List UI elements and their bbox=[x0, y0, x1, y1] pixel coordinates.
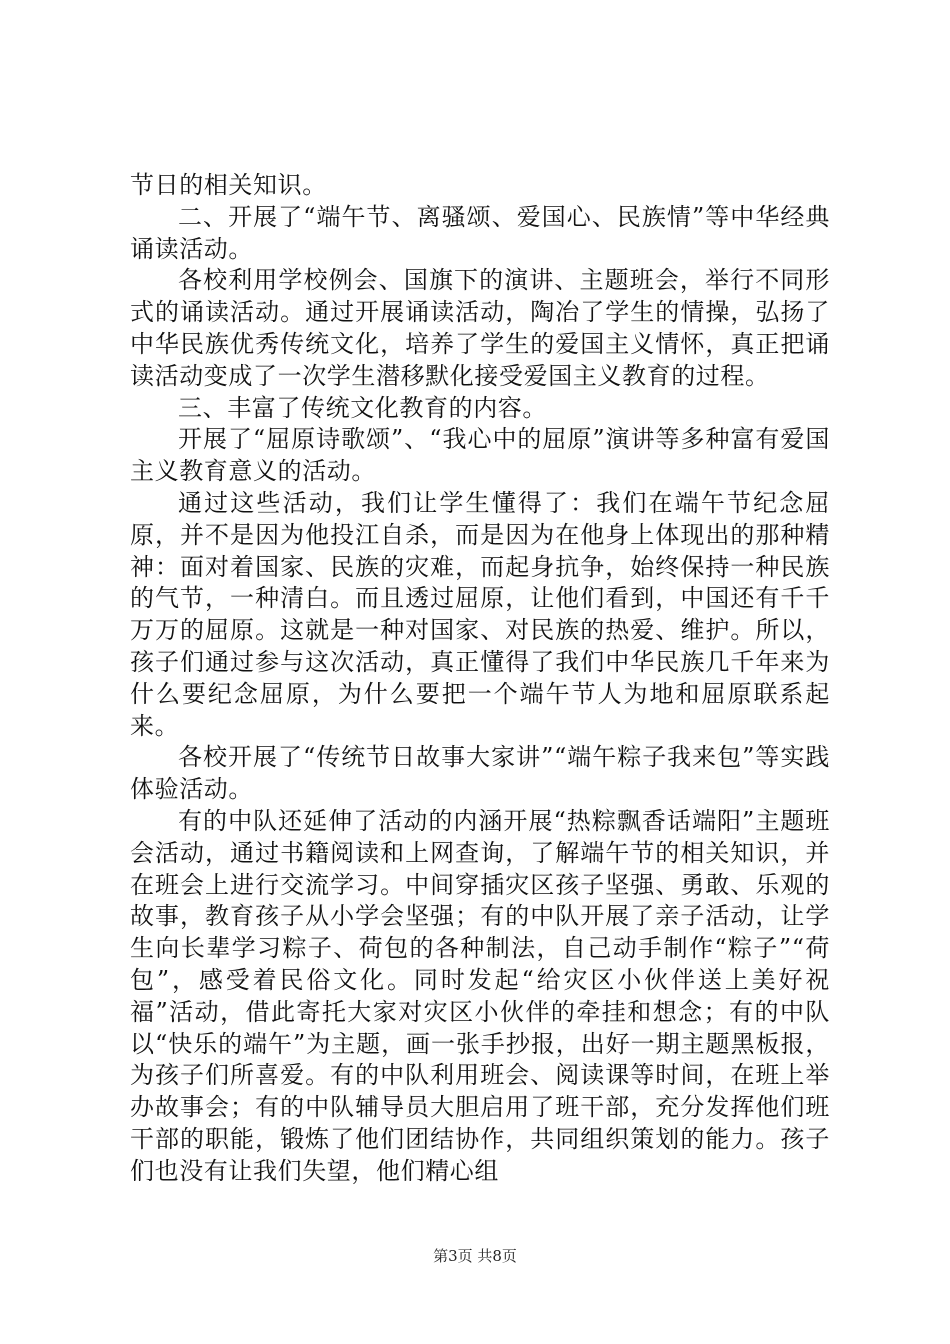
page-number-footer: 第3页 共8页 bbox=[433, 1247, 517, 1265]
paragraph-7: 各校开展了“传统节日故事大家讲”“端午粽子我来包”等实践体验活动。 bbox=[130, 743, 830, 804]
paragraph-6: 通过这些活动，我们让学生懂得了：我们在端午节纪念屈原，并不是因为他投江自杀，而是因为在他身上体现出的那种精神：面对着国家、民族的灾难，而起身抗争，始终保持一种民族的气节，一种清白。而且透过屈原，让他们看到，中国还有千千万万的屈原。这就是一种对国家、对民族的热爱、维护。所以，孩子们通过参与这次活动，真正懂得了我们中华民族几千年来为什么要纪念屈原，为什么要把一个端午节人为地和屈原联系起来。 bbox=[130, 488, 830, 740]
paragraph-5: 开展了“屈原诗歌颂”、“我心中的屈原”演讲等多种富有爱国主义教育意义的活动。 bbox=[130, 425, 830, 486]
paragraph-1: 节日的相关知识。 bbox=[130, 171, 327, 199]
paragraph-3: 各校利用学校例会、国旗下的演讲、主题班会，举行不同形式的诵读活动。通过开展诵读活动，陶冶了学生的情操，弘扬了中华民族优秀传统文化，培养了学生的爱国主义情怀，真正把诵读活动变成了一次学生潜移默化接受爱国主义教育的过程。 bbox=[130, 266, 830, 390]
paragraph-4: 三、丰富了传统文化教育的内容。 bbox=[178, 393, 547, 422]
paragraph-2: 二、开展了“端午节、离骚颂、爱国心、民族情”等中华经典诵读活动。 bbox=[130, 202, 830, 263]
paragraph-8: 有的中队还延伸了活动的内涵开展“热粽飘香话端阳”主题班会活动，通过书籍阅读和上网查询，了解端午节的相关知识，并在班会上进行交流学习。中间穿插灾区孩子坚强、勇敢、乐观的故事，教育孩子从小学会坚强；有的中队开展了亲子活动，让学生向长辈学习粽子、荷包的各种制法，自己动手制作“粽子”“荷包”，感受着民俗文化。同时发起“给灾区小伙伴送上美好祝福”活动，借此寄托大家对灾区小伙伴的牵挂和想念；有的中队以“快乐的端午”为主题，画一张手抄报，出好一期主题黑板报，为孩子们所喜爱。有的中队利用班会、阅读课等时间，在班上举办故事会；有的中队辅导员大胆启用了班干部，充分发挥他们班干部的职能，锻炼了他们团结协作，共同组织策划的能力。孩子们也没有让我们失望，他们精心组 bbox=[130, 806, 830, 1185]
document-body bbox=[130, 170, 830, 1188]
